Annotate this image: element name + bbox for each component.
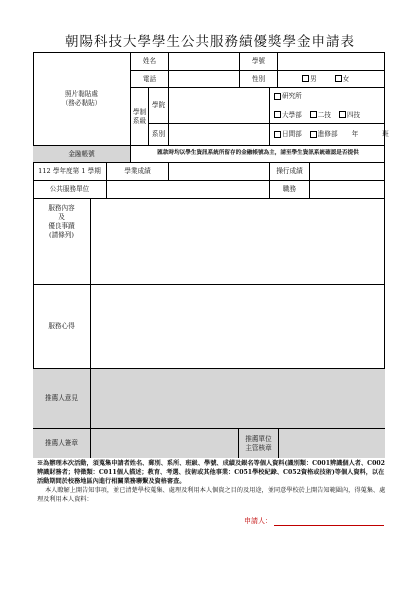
recommender-sign-label-cell [33, 428, 90, 458]
student-id-label: 學號 [251, 56, 266, 65]
checkbox-icon[interactable] [310, 131, 317, 138]
academic-score-label-cell [106, 162, 168, 180]
recommender-comment-label: 推薦人意見 [45, 394, 78, 403]
recommender-comment-label-cell [33, 368, 90, 428]
applicant-signature[interactable] [244, 516, 384, 526]
phone-label-cell [130, 70, 168, 87]
student-id-field[interactable] [277, 52, 385, 70]
department-label: 系別 [151, 130, 166, 139]
semester-label-cell [33, 162, 106, 180]
academic-system-label-cell [130, 87, 148, 145]
study-day-label: 日間部 [282, 130, 302, 139]
recommender-comment-field[interactable] [90, 368, 385, 428]
privacy-notes [37, 460, 387, 505]
gender-label-cell [239, 70, 277, 87]
unit-label-cell [33, 180, 106, 198]
degree-graduate-option[interactable] [274, 92, 302, 101]
recommender-sign-label: 推薦人簽章 [45, 439, 78, 448]
student-id-label-cell [239, 52, 277, 70]
degree-undergrad-option[interactable] [274, 111, 302, 120]
applicant-sign-label: 申請人： [244, 517, 272, 525]
degree-options [269, 87, 385, 123]
conduct-score-field[interactable] [309, 162, 385, 180]
study-evening-label: 進修部 [317, 130, 338, 139]
reflection-label: 服務心得 [48, 322, 75, 331]
photo-area[interactable] [33, 52, 130, 145]
semester-label: 112 學年度第 1 學期 [38, 167, 101, 176]
gender-options [277, 70, 385, 87]
unit-head-sign-label-cell [238, 428, 278, 458]
checkbox-icon[interactable] [274, 131, 281, 138]
checkbox-icon[interactable] [274, 93, 281, 100]
gender-male-option[interactable] [302, 75, 317, 84]
college-label: 學院 [151, 101, 166, 110]
academic-score-field[interactable] [168, 162, 269, 180]
name-label-cell [130, 52, 168, 70]
unit-field[interactable] [106, 180, 269, 198]
form-title: 朝陽科技大學學生公共服務績優獎學金申請表 [65, 34, 355, 50]
year-label: 年 [351, 130, 359, 139]
account-label: 金融帳號 [68, 149, 95, 158]
checkbox-icon[interactable] [335, 75, 342, 82]
consent-statement: 本人瞭解上開告知事項，並已清楚學校蒐集、處理及利用本人個資之目的及用途，並同意學校於上開告知範圍內，得蒐集、處理及利用本人資料： [37, 486, 386, 503]
unit-head-sign-label: 推薦單位 主管核章 [245, 434, 272, 452]
photo-label: 照片黏貼處 （務必黏貼） [61, 89, 102, 107]
degree-two-year-label: 二技 [317, 110, 331, 119]
privacy-notice: ※為辦理本次活動，須蒐集申請者姓名、郵別、系所、班級、學號、成績及銀名等個人資料(識別類：C001辨識個人者、C002辨識財務者；特徵類：C011個人描述；教育、考選、技術或其他事業：C051學校紀錄、C052資格或技術)等個人資料，以在活動期間於校務地區內進行相關業務聯繫及資格審查。 [37, 460, 385, 485]
account-note: 匯款時均以學生資訊系統所留存的金融帳號為主，請至學生資訊系統確認是否提供 [157, 150, 359, 157]
department-field[interactable] [168, 123, 269, 145]
study-evening-option[interactable] [310, 130, 338, 139]
checkbox-icon[interactable] [274, 111, 281, 118]
unit-head-sign-field[interactable] [278, 428, 385, 458]
name-field[interactable] [168, 52, 239, 70]
signature-line[interactable] [274, 517, 384, 526]
department-label-cell [148, 123, 168, 145]
reflection-label-cell [33, 284, 90, 368]
checkbox-icon[interactable] [339, 111, 346, 118]
recommender-sign-field[interactable] [90, 428, 238, 458]
academic-system-label: 學制 系級 [132, 107, 147, 125]
account-label-cell [33, 145, 130, 162]
college-field[interactable] [168, 87, 269, 123]
gender-female-label: 女 [342, 74, 350, 83]
degree-undergrad-label: 大學部 [282, 110, 302, 119]
class-label: 班 [382, 130, 389, 139]
position-label-cell [269, 180, 309, 198]
phone-field[interactable] [168, 70, 239, 87]
service-content-label: 服務內容 及 優良事蹟 (請條列) [48, 204, 75, 239]
gender-male-label: 男 [310, 74, 317, 83]
study-day-option[interactable] [274, 130, 302, 139]
account-note-cell [130, 145, 385, 162]
service-content-label-cell [33, 198, 90, 284]
study-options [269, 123, 389, 145]
service-content-field[interactable] [90, 198, 385, 284]
gender-label: 性別 [251, 74, 266, 83]
academic-score-label: 學業成績 [124, 167, 151, 176]
phone-label: 電話 [142, 74, 157, 83]
position-label: 職務 [282, 185, 297, 194]
degree-four-year-option[interactable] [339, 111, 360, 120]
college-label-cell [148, 87, 168, 123]
checkbox-icon[interactable] [302, 75, 309, 82]
name-label: 姓名 [142, 56, 157, 65]
degree-two-year-option[interactable] [310, 111, 331, 120]
degree-graduate-label: 研究所 [282, 91, 302, 100]
reflection-field[interactable] [90, 284, 385, 368]
unit-label: 公共服務單位 [49, 185, 90, 194]
gender-female-option[interactable] [335, 75, 350, 84]
application-form-table [33, 52, 389, 458]
degree-four-year-label: 四技 [346, 110, 361, 119]
conduct-score-label: 操行成績 [276, 167, 303, 176]
checkbox-icon[interactable] [310, 111, 317, 118]
position-field[interactable] [309, 180, 385, 198]
conduct-score-label-cell [269, 162, 309, 180]
